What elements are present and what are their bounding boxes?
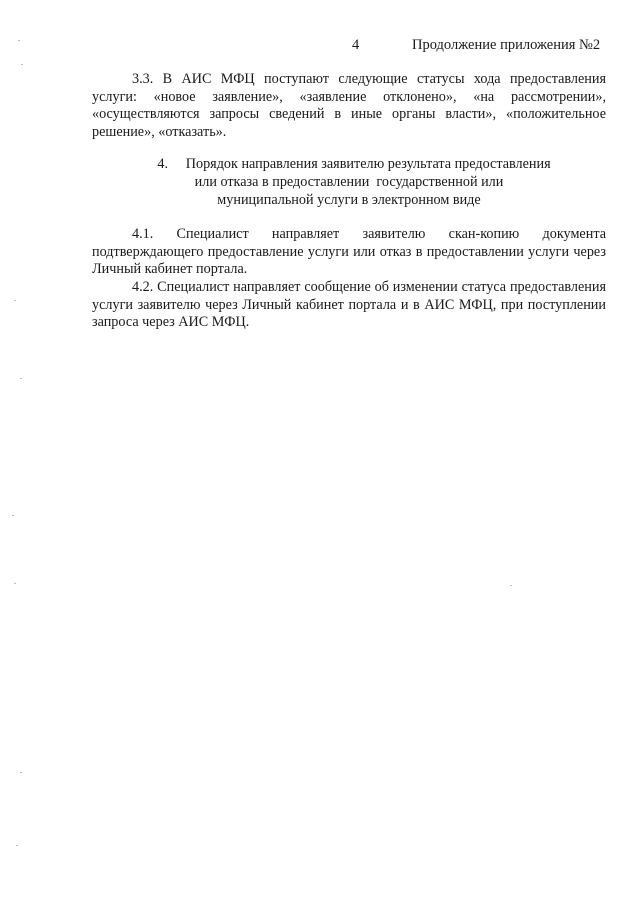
paragraph-3-3: 3.3. В АИС МФЦ поступают следующие статусы хода предоставления услуги: «новое заявление», «заявление отклонено», «на рассмотрении», «осуществляются запросы сведений в иные органы власти», «положительное решение», «отказать». (92, 71, 606, 140)
section-4-heading-line-2: или отказа в предоставлении государственной или (194, 174, 504, 190)
scan-speck (510, 585, 512, 586)
appendix-note: Продолжение приложения №2 (412, 37, 601, 53)
scan-speck (21, 64, 23, 65)
paragraph-4-2: 4.2. Специалист направляет сообщение об изменении статуса предоставления услуги заявителю через Личный кабинет портала и в АИС МФЦ, при поступлении запроса через АИС МФЦ. (92, 279, 606, 330)
section-4-heading-line-1: 4. Порядок направления заявителю результата предоставления (157, 156, 551, 172)
scan-speck (20, 772, 22, 773)
scan-speck (20, 378, 22, 379)
scan-speck (12, 515, 14, 516)
section-4-heading-line-3: муниципальной услуги в электронном виде (217, 192, 481, 208)
paragraph-4-1: 4.1. Специалист направляет заявителю скан-копию документа подтверждающего предоставление услуги или отказ в предоставлении услуги через Личный кабинет портала. (92, 226, 606, 277)
section-4-heading (92, 155, 606, 209)
scan-speck (14, 300, 16, 301)
scan-speck (18, 40, 20, 41)
scan-speck (16, 845, 18, 846)
page-number: 4 (352, 37, 360, 53)
scan-speck (14, 583, 16, 584)
